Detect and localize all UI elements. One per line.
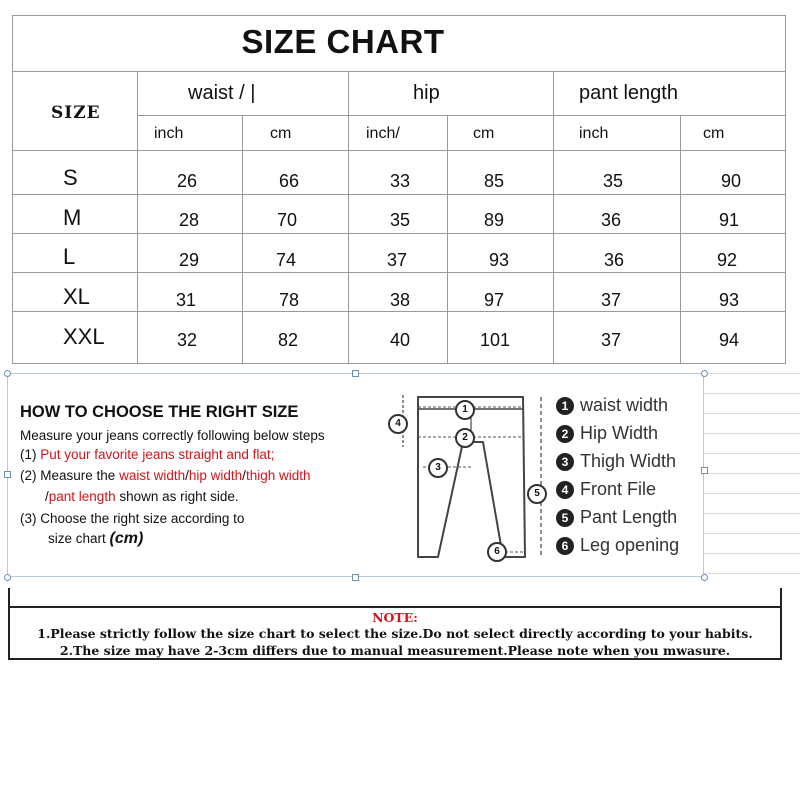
legend-label: Hip Width bbox=[580, 423, 659, 443]
note-title: NOTE: bbox=[372, 610, 418, 625]
size-xxl-label: XXL bbox=[63, 324, 105, 349]
resize-handle[interactable] bbox=[701, 574, 708, 581]
step-number: (3) bbox=[20, 511, 37, 526]
legend-hip-width bbox=[556, 423, 658, 444]
table-cell: 91 bbox=[718, 210, 740, 230]
how-to-measure-panel[interactable] bbox=[7, 373, 704, 577]
legend-pant-length bbox=[556, 507, 677, 528]
step-text: Put your favorite jeans straight and flat; bbox=[40, 447, 275, 462]
pant-length-header: pant length bbox=[579, 82, 678, 104]
unit-header: cm bbox=[270, 125, 292, 142]
how-to-title: HOW TO CHOOSE THE RIGHT SIZE bbox=[20, 403, 299, 421]
number-5-icon: 5 bbox=[556, 509, 574, 527]
table-cell: 70 bbox=[276, 210, 298, 230]
step-number: (2) bbox=[20, 468, 37, 483]
step-number: (1) bbox=[20, 447, 37, 462]
diagram-marker: 5 bbox=[527, 484, 547, 504]
step-text: Measure the bbox=[40, 468, 116, 483]
size-xl-label: XL bbox=[63, 284, 90, 309]
table-cell: 74 bbox=[275, 250, 297, 270]
resize-handle[interactable] bbox=[4, 471, 11, 478]
size-l-label: L bbox=[63, 244, 76, 269]
table-cell: 37 bbox=[600, 290, 622, 310]
note-line-1: 1.Please strictly follow the size chart to select the size.Do not select directly according to your habits. bbox=[37, 626, 753, 641]
size-s-label: S bbox=[63, 165, 78, 190]
step-3 bbox=[20, 511, 244, 526]
unit-header: cm bbox=[703, 125, 725, 142]
table-cell: 31 bbox=[175, 290, 197, 310]
number-1-icon: 1 bbox=[556, 397, 574, 415]
table-cell: 94 bbox=[718, 330, 740, 350]
step-2-continued bbox=[45, 489, 239, 504]
table-cell: 89 bbox=[483, 210, 505, 230]
unit-cm: (cm) bbox=[109, 530, 144, 547]
spreadsheet-grid-background bbox=[704, 373, 800, 577]
table-cell: 29 bbox=[178, 250, 200, 270]
table-cell: 26 bbox=[176, 171, 198, 191]
diagram-marker: 2 bbox=[455, 428, 475, 448]
table-cell: 90 bbox=[720, 171, 742, 191]
size-column-header: SIZE bbox=[51, 103, 101, 123]
how-to-intro: Measure your jeans correctly following below steps bbox=[20, 428, 325, 443]
size-chart-table bbox=[12, 15, 786, 364]
step-1 bbox=[20, 447, 274, 462]
diagram-marker: 3 bbox=[428, 458, 448, 478]
legend-thigh-width bbox=[556, 451, 676, 472]
table-cell: 36 bbox=[600, 210, 622, 230]
step-highlight: pant length bbox=[48, 489, 116, 504]
table-cell: 37 bbox=[600, 330, 622, 350]
table-cell: 85 bbox=[483, 171, 505, 191]
resize-handle[interactable] bbox=[4, 574, 11, 581]
separator: / bbox=[242, 468, 246, 483]
diagram-marker: 4 bbox=[388, 414, 408, 434]
step-3-continued bbox=[48, 530, 143, 548]
step-highlight: waist width bbox=[119, 468, 186, 483]
step-2 bbox=[20, 468, 310, 483]
resize-handle[interactable] bbox=[352, 370, 359, 377]
table-cell: 82 bbox=[277, 330, 299, 350]
table-cell: 101 bbox=[479, 330, 511, 350]
legend-label: waist width bbox=[580, 395, 669, 415]
hip-header: hip bbox=[413, 82, 440, 104]
table-cell: 28 bbox=[178, 210, 200, 230]
unit-header: inch/ bbox=[366, 125, 400, 142]
unit-header: cm bbox=[473, 125, 495, 142]
resize-handle[interactable] bbox=[701, 467, 708, 474]
number-2-icon: 2 bbox=[556, 425, 574, 443]
resize-handle[interactable] bbox=[352, 574, 359, 581]
waist-header: waist / | bbox=[188, 82, 256, 104]
number-3-icon: 3 bbox=[556, 453, 574, 471]
table-cell: 35 bbox=[602, 171, 624, 191]
number-6-icon: 6 bbox=[556, 537, 574, 555]
diagram-marker: 6 bbox=[487, 542, 507, 562]
table-cell: 33 bbox=[389, 171, 411, 191]
step-highlight: thigh width bbox=[245, 468, 311, 483]
legend-label: Front File bbox=[580, 479, 657, 499]
step-text: shown as right side. bbox=[119, 489, 239, 504]
table-cell: 40 bbox=[389, 330, 411, 350]
table-cell: 66 bbox=[278, 171, 300, 191]
separator: / bbox=[45, 489, 49, 504]
table-cell: 36 bbox=[603, 250, 625, 270]
legend-leg-opening bbox=[556, 535, 679, 556]
number-4-icon: 4 bbox=[556, 481, 574, 499]
legend-label: Thigh Width bbox=[580, 451, 677, 471]
note-line-2: 2.The size may have 2-3cm differs due to manual measurement.Please note when you mwasure. bbox=[59, 643, 731, 658]
diagram-marker: 1 bbox=[455, 400, 475, 420]
resize-handle[interactable] bbox=[4, 370, 11, 377]
unit-header: inch bbox=[154, 125, 184, 142]
table-cell: 92 bbox=[716, 250, 738, 270]
table-cell: 78 bbox=[278, 290, 300, 310]
chart-title: SIZE CHART bbox=[241, 23, 445, 60]
table-cell: 38 bbox=[389, 290, 411, 310]
legend-front-file bbox=[556, 479, 656, 500]
note-panel bbox=[8, 588, 782, 660]
table-cell: 37 bbox=[386, 250, 408, 270]
legend-label: Pant Length bbox=[580, 507, 678, 527]
step-text: size chart bbox=[48, 531, 106, 546]
separator: / bbox=[185, 468, 189, 483]
table-cell: 32 bbox=[176, 330, 198, 350]
step-highlight: hip width bbox=[188, 468, 243, 483]
table-cell: 93 bbox=[718, 290, 740, 310]
size-m-label: M bbox=[63, 205, 82, 230]
step-text: Choose the right size according to bbox=[40, 511, 245, 526]
legend-label: Leg opening bbox=[580, 535, 680, 555]
unit-header: inch bbox=[579, 125, 609, 142]
legend-waist-width bbox=[556, 395, 668, 416]
table-cell: 35 bbox=[389, 210, 411, 230]
table-cell: 93 bbox=[488, 250, 510, 270]
table-cell: 97 bbox=[483, 290, 505, 310]
resize-handle[interactable] bbox=[701, 370, 708, 377]
